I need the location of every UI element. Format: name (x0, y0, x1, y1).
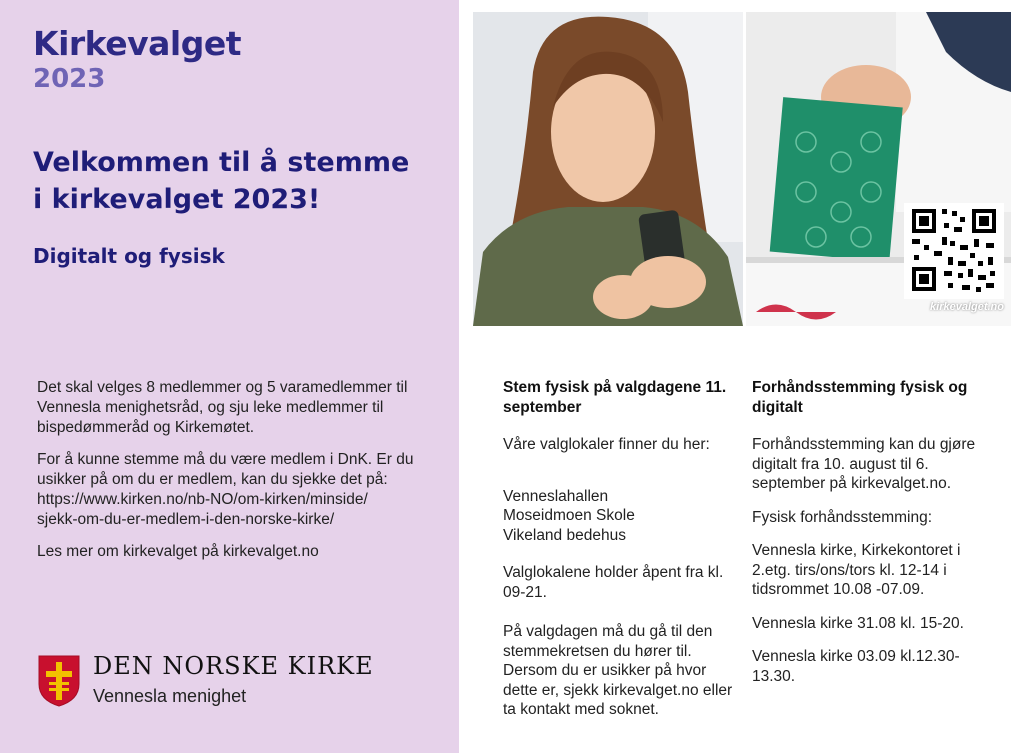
polling-location-1: Venneslahallen (503, 487, 609, 505)
left-panel (0, 0, 459, 753)
brand-year: 2023 (33, 64, 106, 94)
intro-paragraph-3: Les mer om kirkevalget på kirkevalget.no (37, 543, 319, 560)
intro-membership-text: For å kunne stemme må du være medlem i DnK. Er du usikker på om du er medlem, kan du sjekke det på: (37, 451, 414, 488)
headline (33, 144, 443, 218)
advance-date-2: Vennesla kirke 03.09 kl.12.30-13.30. (752, 648, 960, 685)
intro-paragraph-2 (37, 450, 437, 530)
church-shield-icon (37, 654, 81, 708)
polling-location-3: Vikeland bedehus (503, 526, 626, 544)
intro-text (37, 378, 437, 574)
photo-woman-with-phone (473, 12, 743, 326)
advance-office-text: Vennesla kirke, Kirkekontoret i 2.etg. tirs/ons/tors kl. 12-14 i tidsrommet 10.08 -07.09. (752, 542, 961, 598)
voting-district-note: På valgdagen må du gå til den stemmekretsen du hører til. Dersom du er usikker på hvor dette er, sjekk kirkevalget.no eller ta kontakt med soknet. (503, 623, 733, 718)
membership-url-line-2[interactable]: sjekk-om-du-er-medlem-i-den-norske-kirke/ (37, 511, 335, 528)
opening-hours: Valglokalene holder åpent fra kl. 09-21. (503, 564, 724, 601)
column-advance-voting (752, 378, 992, 700)
subheading: Digitalt og fysisk (33, 244, 225, 268)
polling-stations-intro: Våre valglokaler finner du her: (503, 436, 710, 453)
election-day-heading: Stem fysisk på valgdagene 11. september (503, 379, 727, 416)
church-logo (37, 652, 397, 712)
column-election-day (503, 378, 733, 734)
advance-voting-heading: Forhåndsstemming fysisk og digitalt (752, 379, 968, 416)
church-name: DEN NORSKE KIRKE (93, 652, 374, 680)
woman-with-phone-illustration (473, 12, 743, 326)
parish-name: Vennesla menighet (93, 686, 247, 706)
qr-code[interactable] (904, 203, 1004, 299)
headline-line-1: Velkommen til å stemme (33, 147, 410, 178)
headline-line-2: i kirkevalget 2023! (33, 184, 321, 215)
polling-location-2: Moseidmoen Skole (503, 507, 635, 524)
qr-code-icon (904, 203, 1004, 299)
advance-date-1: Vennesla kirke 31.08 kl. 15-20. (752, 614, 964, 632)
qr-caption: kirkevalget.no (930, 301, 1004, 313)
brand-title: Kirkevalget (33, 24, 241, 63)
intro-paragraph-1: Det skal velges 8 medlemmer og 5 varamedlemmer til Vennesla menighetsråd, og sju leke medlemmer til bispedømmeråd og Kirkemøtet. (37, 379, 408, 436)
membership-url-line-1[interactable]: https://www.kirken.no/nb-NO/om-kirken/minside/ (37, 491, 368, 508)
advance-digital-text: Forhåndsstemming kan du gjøre digitalt fra 10. august til 6. september på kirkevalget.no. (752, 436, 976, 492)
advance-physical-label: Fysisk forhåndsstemming: (752, 508, 933, 526)
